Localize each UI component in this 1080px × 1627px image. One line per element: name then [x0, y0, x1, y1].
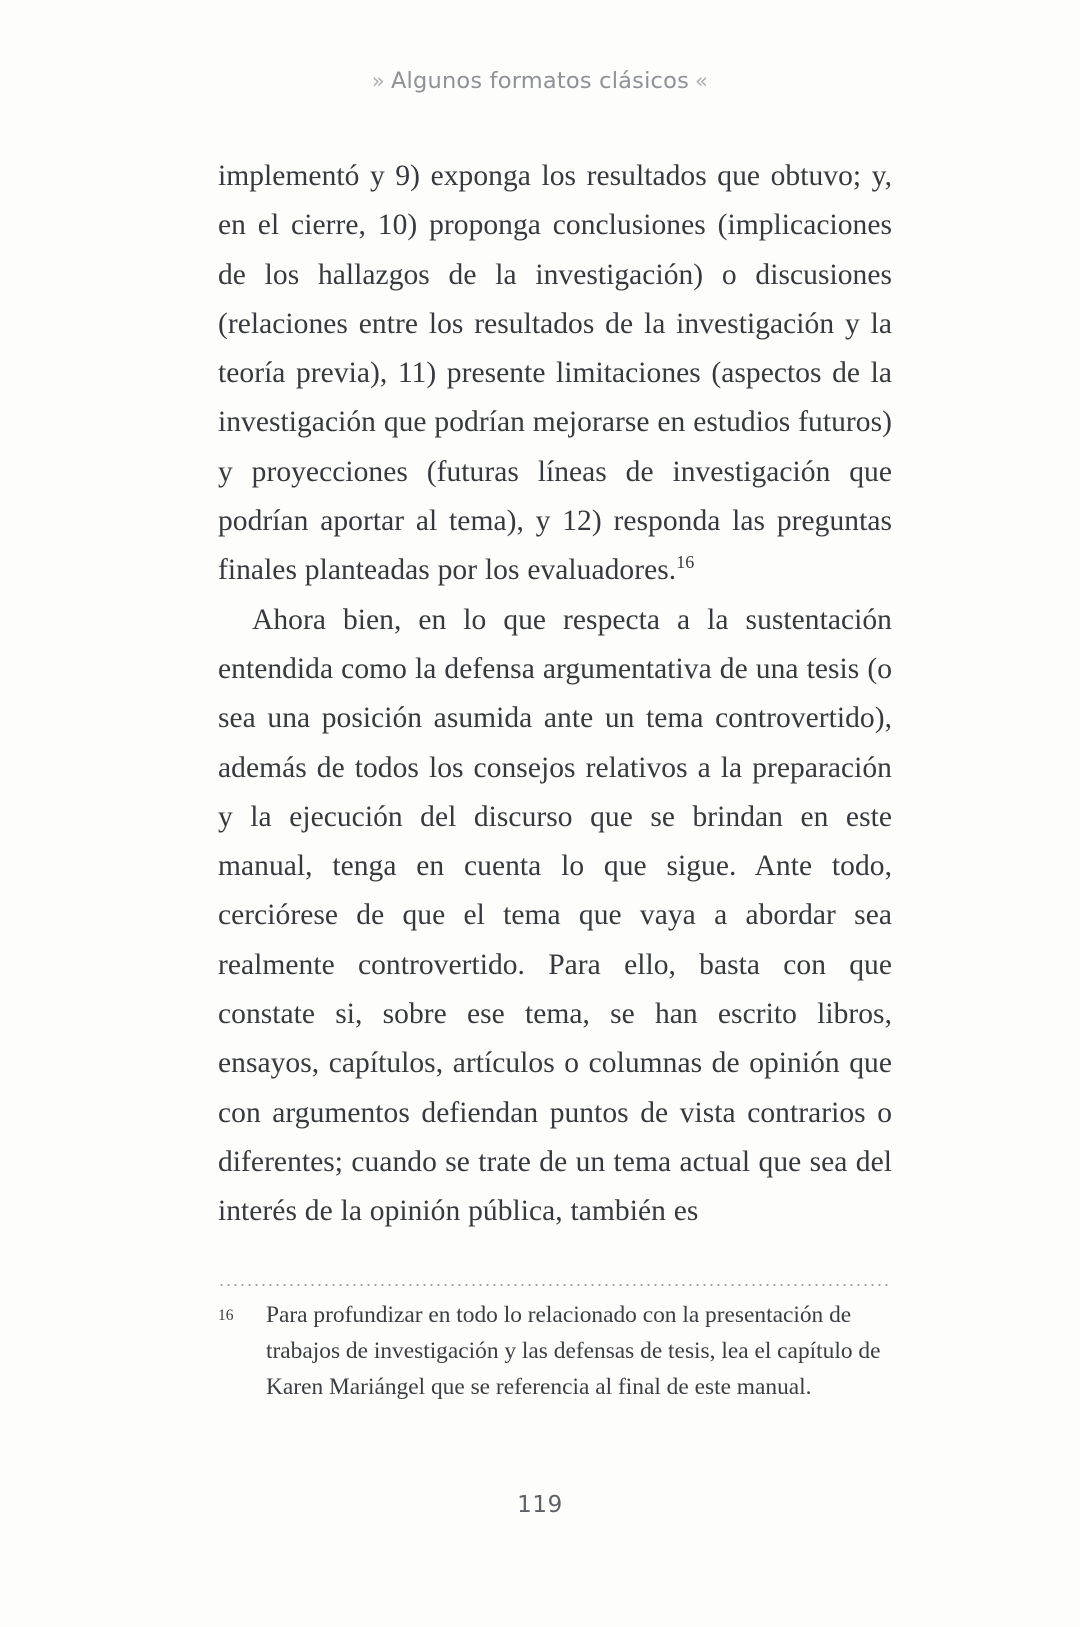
page-number: 119 — [517, 1492, 563, 1518]
footnote-16 — [218, 1297, 892, 1405]
close-guillemet-icon: « — [695, 69, 709, 93]
footnote-marker: 16 — [218, 1307, 234, 1324]
footnote-reference-16[interactable]: 16 — [676, 552, 695, 573]
open-guillemet-icon: » — [371, 69, 385, 93]
paragraph-1 — [218, 152, 892, 596]
footnote-separator-rule — [218, 1283, 892, 1287]
footnote-area — [218, 1283, 892, 1405]
footnote-text: Para profundizar en todo lo relacionado con la presentación de trabajos de investigación y las defensas de tesis, lea el capítulo de Karen Mariángel que se referencia al final de este manual. — [266, 1302, 881, 1400]
running-header-title: Algunos formatos clásicos — [390, 68, 690, 94]
paragraph-2: Ahora bien, en lo que respecta a la sustentación entendida como la defensa argumentativa de una tesis (o sea una posición asumida ante un tema controvertido), además de todos los consejos relativos a la preparación y la ejecución del discurso que se brindan en este manual, tenga en cuenta lo que sigue. Ante todo, cerciórese de que el tema que vaya a abordar sea realmente controvertido. Para ello, basta con que constate si, sobre ese tema, se han escrito libros, ensayos, capítulos, artículos o columnas de opinión que con argumentos defiendan puntos de vista contrarios o diferentes; cuando se trate de un tema actual que sea del interés de la opinión pública, también es — [218, 603, 892, 1228]
running-header — [0, 68, 1080, 94]
paragraph-1-text: implementó y 9) exponga los resultados que obtuvo; y, en el cierre, 10) proponga conclusiones (implicaciones de los hallazgos de la investigación) o discusiones (relaciones entre los resultados de la investigación y la teoría previa), 11) presente limitaciones (aspectos de la investigación que podrían mejorarse en estudios futuros) y proyecciones (futuras líneas de investigación que podrían aportar al tema), y 12) responda las preguntas finales planteadas por los evaluadores. — [218, 160, 892, 587]
body-text-column — [218, 152, 892, 1237]
